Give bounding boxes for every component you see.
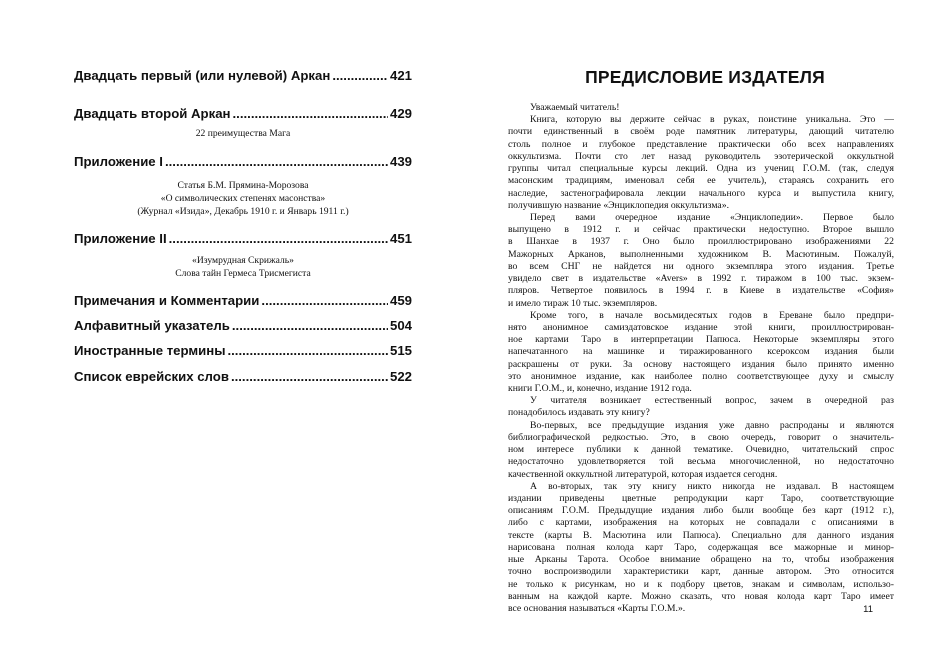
text-line: группы читал специальные курсы лекций. Одна из учениц Г.О.М. (так, следуя	[508, 163, 894, 175]
text-line: это анонимное издание, как наиболее полно соответствующее духу и смыслу	[508, 370, 894, 382]
toc-entry-title: Приложение I	[74, 154, 163, 169]
toc-entry-title: Двадцать второй Аркан	[74, 106, 231, 121]
toc-entry-page: 515	[389, 343, 412, 358]
toc-entry-page: 504	[389, 318, 412, 333]
toc-subentry	[74, 179, 412, 218]
toc-entry-page: 439	[389, 154, 412, 169]
preface-body	[508, 102, 894, 615]
text-line: ное картами Таро в интерпретации Папюса. Некоторые экземпляры этого	[508, 334, 894, 346]
text-line: тексте (карты В. Масютина или Папюса). Специально для данного издания	[508, 529, 894, 541]
text-line: ном интересе публики к данной тематике. Очевидно, читательский спрос	[508, 444, 894, 456]
text-line: нарисована полная колода карт Таро, содержащая все мажорные и минор-	[508, 541, 894, 553]
toc-subentry-line: (Журнал «Изида», Декабрь 1910 г. и Январь 1911 г.)	[137, 206, 349, 217]
toc-subentry-line: Статья Б.М. Прямина-Морозова	[177, 180, 309, 191]
text-line: качественной оккультной литературой, которая издается сегодня.	[508, 468, 778, 480]
toc-entry-page: 451	[389, 231, 412, 246]
toc-leader-dots	[169, 231, 388, 247]
toc-entry-page: 429	[389, 106, 412, 121]
text-line: недостаточно удовлетворяется той весьма многочисленной, но недостаточно	[508, 456, 894, 468]
text-line: либо с картами, изображения на которых не совпадали с описаниями в	[508, 517, 894, 529]
text-line: точно воспроизводили характеристики карт, данные автором. Это относится	[508, 566, 894, 578]
toc-leader-dots	[232, 318, 388, 334]
toc-entry-title: Примечания и Комментарии	[74, 293, 260, 308]
text-line: выпущено в 1912 г. и сейчас практически недоступно. Второе вышло	[508, 224, 894, 236]
text-line: Кроме того, в начале восьмидесятых годов в Ереване было предпри-	[530, 309, 894, 321]
toc-entry-title: Алфавитный указатель	[74, 318, 230, 333]
text-line: наследие, застенографировала лекции начального курса и выпустила книгу,	[508, 187, 894, 199]
toc-leader-dots	[227, 343, 388, 359]
text-line: Книга, которую вы держите сейчас в руках, поистине уникальна. Это —	[530, 114, 894, 126]
text-line: А во-вторых, так эту книгу никто никогда не издавал. В настоящем	[530, 480, 894, 492]
toc-leader-dots	[233, 106, 388, 122]
text-line: оккультизма. Почти сто лет назад руководитель эзотерической оккультной	[508, 150, 894, 162]
toc-leader-dots	[261, 293, 388, 309]
text-line: столь полное и глубокое представление практически обо всех направлениях	[508, 138, 894, 150]
toc-subentry-line: Слова тайн Гермеса Трисмегиста	[175, 268, 311, 279]
text-line: издании приведены цветные репродукции карт Таро, соответствующие	[508, 493, 894, 504]
text-line: не только к рисункам, но и к подбору цветов, знакам и символам, использо-	[508, 578, 894, 590]
toc-leader-dots	[231, 369, 388, 385]
text-line: библиографической редкостью. Это, в свою очередь, говорит о значитель-	[508, 431, 894, 443]
toc-leader-dots	[165, 154, 388, 170]
toc-subentry	[74, 254, 412, 280]
toc-entry-page: 421	[389, 68, 412, 83]
toc-entry-title: Двадцать первый (или нулевой) Аркан	[74, 68, 331, 83]
text-line: Мажорных Арканов, выполненными художником В. Масютиным. Пожалуй,	[508, 248, 894, 260]
text-line: нято анонимное самиздатовское издание этой книги, проиллюстрирован-	[508, 321, 894, 333]
text-line: получившую название «Энциклопедия оккультизма».	[508, 199, 729, 211]
text-line: в Шанхае в 1937 г. Оно было проиллюстрировано изображениями 22	[508, 236, 894, 248]
text-line: во всем СНГ не найдется ни одного экземпляра этого издания. Третье	[508, 260, 894, 272]
text-line: напечатанного на машинке и тиражированного ксероксом издания были	[508, 346, 894, 358]
text-line: масонским традициям, именовал себя ее учитель), стараясь сохранить его	[508, 175, 894, 187]
text-line: описаниям Г.О.М. Предыдущие издания либо были вообще без карт (1912 г.),	[508, 505, 894, 517]
text-line: ванным на каждой карте. Можно сказать, что новая колода карт Таро имеет	[508, 590, 894, 602]
toc-entry[interactable]	[74, 68, 412, 84]
text-line: Перед вами очередное издание «Энциклопедии». Первое было	[530, 211, 894, 223]
toc-subentry-line: «Изумрудная Скрижаль»	[192, 255, 294, 266]
page-number: 11	[863, 604, 873, 615]
toc-entry[interactable]	[74, 154, 412, 170]
toc-entry-page: 522	[389, 369, 412, 384]
preface-page	[468, 0, 936, 667]
toc-entry[interactable]	[74, 293, 412, 309]
toc-entry[interactable]	[74, 318, 412, 334]
text-line: раскрашены от руки. За основу настоящего издания было принято именно	[508, 358, 894, 370]
toc-entry-title: Приложение II	[74, 231, 167, 246]
toc-leader-dots	[332, 68, 388, 84]
text-line: увидело свет в издательстве «Avers» в 1992 г. тиражом в 100 тыс. экзем-	[508, 273, 894, 285]
toc-subentry	[74, 127, 412, 140]
text-line: У читателя возникает естественный вопрос, зачем в очередной раз	[530, 395, 894, 407]
text-line: все основания называться «Карты Г.О.М.».	[508, 602, 686, 614]
toc-entry-page: 459	[389, 293, 412, 308]
toc-entry-title: Список еврейских слов	[74, 369, 229, 384]
text-line: почти единственный в своём роде памятник литературы, дающий читателю	[508, 126, 894, 138]
preface-heading: ПРЕДИСЛОВИЕ ИЗДАТЕЛЯ	[585, 67, 825, 87]
text-line: и имело тираж 10 тыс. экземпляров.	[508, 297, 658, 309]
text-line: пляров. Четвертое появилось в 1994 г. в Киеве в издательстве «София»	[508, 285, 894, 297]
toc-entry[interactable]	[74, 106, 412, 122]
toc-entry[interactable]	[74, 231, 412, 247]
toc-entry[interactable]	[74, 369, 412, 385]
text-line: понадобилось издавать эту книгу?	[508, 407, 650, 419]
toc-entry-title: Иностранные термины	[74, 343, 226, 358]
text-line: Уважаемый читатель!	[530, 102, 620, 113]
toc-entry[interactable]	[74, 343, 412, 359]
text-line: ные Арканы Тарота. Особое внимание обращено на то, чтобы изображения	[508, 554, 894, 566]
toc-subentry-line: 22 преимущества Мага	[195, 128, 291, 139]
text-line: книги Г.О.М., и, конечно, издание 1912 года.	[508, 383, 692, 395]
toc-subentry-line: «О символических степенях масонства»	[160, 193, 326, 204]
text-line: Во-первых, все предыдущие издания уже давно распроданы и являются	[530, 419, 894, 431]
